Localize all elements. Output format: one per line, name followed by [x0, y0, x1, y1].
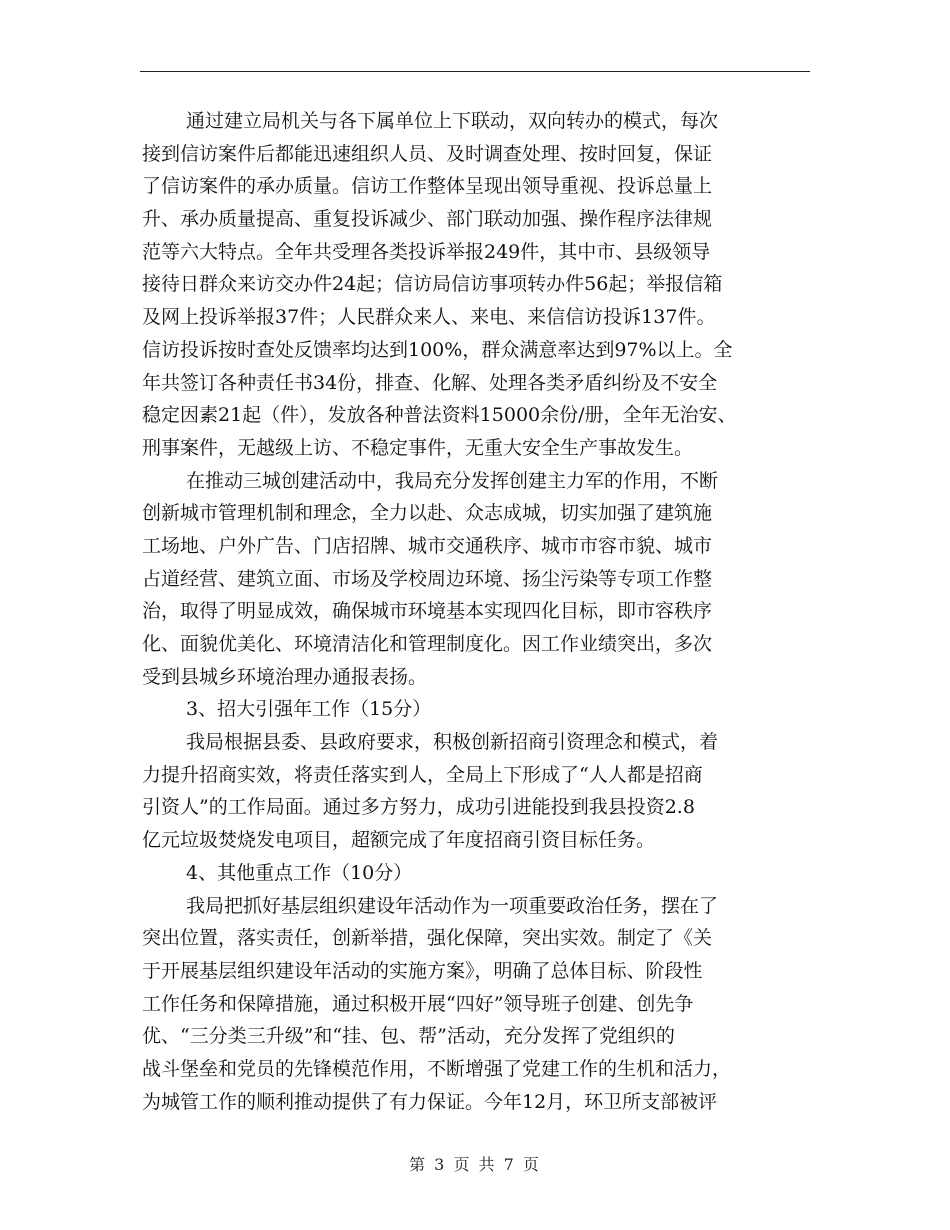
paragraph-line: 接到信访案件后都能迅速组织人员、及时调查处理、按时回复，保证 [142, 142, 713, 165]
section-heading: 4、其他重点工作（10分） [186, 861, 413, 884]
paragraph-line: 年共签订各种责任书34份，排查、化解、处理各类矛盾纠纷及不安全 [142, 371, 718, 394]
page-number: 第 3 页 共 7 页 [409, 1155, 541, 1174]
paragraph-line: 信访投诉按时查处反馈率均达到100%，群众满意率达到97%以上。全 [142, 338, 733, 361]
paragraph-line: 刑事案件，无越级上访、不稳定事件，无重大安全生产事故发生。 [142, 436, 694, 459]
paragraph-line: 力提升招商实效，将责任落实到人，全局上下形成了“人人都是招商 [142, 763, 703, 786]
paragraph-line: 引资人”的工作局面。通过多方努力，成功引进能投到我县投资2.8 [142, 796, 695, 819]
paragraph-line: 于开展基层组织建设年活动的实施方案》，明确了总体目标、阶段性 [142, 959, 703, 982]
paragraph-line: 受到县城乡环境治理办通报表扬。 [142, 665, 428, 688]
paragraph-line: 接待日群众来访交办件24起；信访局信访事项转办件56起；举报信箱 [142, 273, 723, 296]
paragraph-line: 战斗堡垒和党员的先锋模范作用，不断增强了党建工作的生机和活力， [142, 1057, 732, 1080]
paragraph-line: 了信访案件的承办质量。信访工作整体呈现出领导重视、投诉总量上 [142, 175, 713, 198]
paragraph-line: 范等六大特点。全年共受理各类投诉举报249件，其中市、县级领导 [142, 240, 711, 263]
paragraph-line: 工场地、户外广告、门店招牌、城市交通秩序、城市市容市貌、城市 [142, 534, 713, 557]
paragraph-line: 为城管工作的顺利推动提供了有力保证。今年12月，环卫所支部被评 [142, 1090, 718, 1113]
paragraph-line: 我局根据县委、县政府要求，积极创新招商引资理念和模式，着 [186, 731, 719, 754]
paragraph-line: 稳定因素21起（件），发放各种普法资料15000余份/册，全年无治安、 [142, 404, 737, 427]
paragraph-line: 突出位置，落实责任，创新举措，强化保障，突出实效。制定了《关 [142, 927, 713, 950]
paragraph-line: 创新城市管理机制和理念，全力以赴、众志成城，切实加强了建筑施 [142, 502, 713, 525]
paragraph-line: 优、“三分类三升级”和“挂、包、帮”活动，充分发挥了党组织的 [142, 1025, 675, 1048]
paragraph-line: 占道经营、建筑立面、市场及学校周边环境、扬尘污染等专项工作整 [142, 567, 713, 590]
section-heading: 3、招大引强年工作（15分） [186, 698, 432, 721]
paragraph-line: 亿元垃圾焚烧发电项目，超额完成了年度招商引资目标任务。 [142, 829, 656, 852]
paragraph-line: 化、面貌优美化、环境清洁化和管理制度化。因工作业绩突出，多次 [142, 633, 713, 655]
paragraph-line: 及网上投诉举报37件；人民群众来人、来电、来信信访投诉137件。 [142, 306, 716, 329]
paragraph-line: 通过建立局机关与各下属单位上下联动，双向转办的模式，每次 [186, 110, 719, 132]
header-rule [140, 71, 810, 72]
paragraph-line: 在推动三城创建活动中，我局充分发挥创建主力军的作用，不断 [186, 469, 719, 492]
paragraph-line: 我局把抓好基层组织建设年活动作为一项重要政治任务，摆在了 [186, 894, 719, 917]
paragraph-line: 升、承办质量提高、重复投诉减少、部门联动加强、操作程序法律规 [142, 208, 713, 231]
paragraph-line: 治，取得了明显成效，确保城市环境基本实现四化目标，即市容秩序 [142, 600, 713, 623]
document-body [142, 105, 802, 1118]
paragraph-line: 工作任务和保障措施，通过积极开展“四好”领导班子创建、创先争 [142, 992, 694, 1015]
